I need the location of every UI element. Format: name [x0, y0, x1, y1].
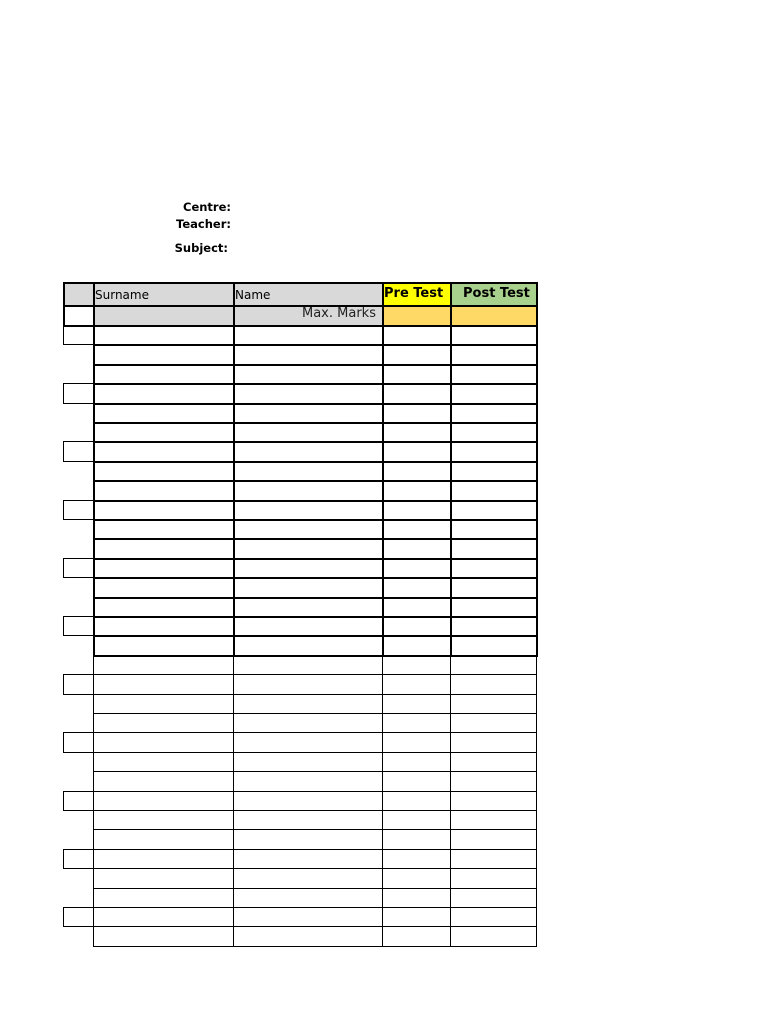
- pre-test-cell[interactable]: [382, 364, 452, 385]
- surname-cell[interactable]: [93, 713, 234, 733]
- pre-test-cell[interactable]: [382, 926, 451, 946]
- row-index-cell: [63, 441, 94, 461]
- row-index-cell: [63, 500, 94, 520]
- pre-test-cell[interactable]: [382, 829, 451, 849]
- surname-cell[interactable]: [93, 732, 234, 752]
- row-index-cell: [63, 558, 94, 578]
- surname-cell[interactable]: [93, 344, 235, 365]
- row-index-cell: [63, 791, 94, 811]
- surname-cell[interactable]: [93, 364, 235, 385]
- row-index-cell: [63, 383, 94, 403]
- surname-cell[interactable]: [93, 791, 234, 811]
- post-test-cell[interactable]: [450, 829, 537, 849]
- surname-cell[interactable]: [93, 383, 235, 404]
- post-test-cell[interactable]: [450, 616, 538, 637]
- surname-cell[interactable]: [93, 771, 234, 791]
- name-cell[interactable]: [233, 616, 384, 637]
- name-cell[interactable]: [233, 500, 384, 521]
- post-test-cell[interactable]: [450, 461, 538, 482]
- post-test-cell[interactable]: [450, 558, 538, 579]
- name-cell[interactable]: [233, 694, 383, 714]
- row-index-cell: [63, 907, 94, 927]
- name-cell[interactable]: [233, 791, 383, 811]
- surname-cell[interactable]: [93, 500, 235, 521]
- name-cell[interactable]: [233, 558, 384, 579]
- post-test-cell[interactable]: [450, 364, 538, 385]
- pre-test-cell[interactable]: [382, 422, 452, 443]
- name-cell[interactable]: [233, 538, 384, 559]
- max-marks-surname-cell: [93, 305, 235, 327]
- post-test-cell[interactable]: [450, 888, 537, 908]
- surname-cell[interactable]: [93, 422, 235, 443]
- surname-cell[interactable]: [93, 752, 234, 772]
- pre-test-cell[interactable]: [382, 888, 451, 908]
- pre-test-cell[interactable]: [382, 907, 451, 927]
- post-test-header: Post Test: [463, 286, 530, 301]
- surname-cell[interactable]: [93, 635, 235, 656]
- post-test-cell[interactable]: [450, 926, 537, 946]
- pre-test-cell[interactable]: [382, 868, 451, 888]
- name-cell[interactable]: [233, 907, 383, 927]
- pre-test-cell[interactable]: [382, 752, 451, 772]
- pre-test-cell[interactable]: [382, 674, 451, 694]
- name-cell[interactable]: [233, 810, 383, 830]
- surname-cell[interactable]: [93, 616, 235, 637]
- surname-cell[interactable]: [93, 829, 234, 849]
- max-marks-post-test-cell[interactable]: [450, 305, 538, 327]
- pre-test-cell[interactable]: [382, 694, 451, 714]
- name-cell[interactable]: [233, 713, 383, 733]
- pre-test-cell[interactable]: [382, 344, 452, 365]
- name-cell[interactable]: [233, 403, 384, 424]
- surname-cell[interactable]: [93, 674, 234, 694]
- name-cell[interactable]: [233, 364, 384, 385]
- post-test-cell[interactable]: [450, 674, 537, 694]
- post-test-cell[interactable]: [450, 752, 537, 772]
- post-test-cell[interactable]: [450, 422, 538, 443]
- pre-test-cell[interactable]: [382, 519, 452, 540]
- pre-test-cell[interactable]: [382, 635, 452, 656]
- surname-cell[interactable]: [93, 480, 235, 501]
- post-test-cell[interactable]: [450, 577, 538, 598]
- surname-cell[interactable]: [93, 538, 235, 559]
- name-cell[interactable]: [233, 480, 384, 501]
- name-cell[interactable]: [233, 597, 384, 618]
- surname-cell[interactable]: [93, 655, 234, 675]
- name-cell[interactable]: [233, 926, 383, 946]
- surname-cell[interactable]: [93, 519, 235, 540]
- surname-cell[interactable]: [93, 849, 234, 869]
- surname-header: Surname: [95, 288, 149, 302]
- surname-cell[interactable]: [93, 694, 234, 714]
- pre-test-cell[interactable]: [382, 655, 451, 675]
- surname-cell[interactable]: [93, 577, 235, 598]
- pre-test-cell[interactable]: [382, 325, 452, 346]
- post-test-cell[interactable]: [450, 325, 538, 346]
- post-test-cell[interactable]: [450, 868, 537, 888]
- pre-test-cell[interactable]: [382, 616, 452, 637]
- pre-test-cell[interactable]: [382, 383, 452, 404]
- post-test-cell[interactable]: [450, 655, 537, 675]
- row-index-cell: [63, 674, 94, 694]
- name-cell[interactable]: [233, 888, 383, 908]
- name-cell[interactable]: [233, 732, 383, 752]
- row-index-cell: [63, 325, 94, 345]
- post-test-cell[interactable]: [450, 907, 537, 927]
- surname-cell[interactable]: [93, 888, 234, 908]
- post-test-cell[interactable]: [450, 480, 538, 501]
- post-test-cell[interactable]: [450, 344, 538, 365]
- name-cell[interactable]: [233, 577, 384, 598]
- surname-cell[interactable]: [93, 403, 235, 424]
- surname-cell[interactable]: [93, 558, 235, 579]
- subject-label: Subject:: [174, 241, 228, 255]
- name-cell[interactable]: [233, 829, 383, 849]
- post-test-cell[interactable]: [450, 383, 538, 404]
- pre-test-cell[interactable]: [382, 577, 452, 598]
- surname-cell[interactable]: [93, 461, 235, 482]
- row-index-cell: [63, 732, 94, 752]
- centre-label: Centre:: [183, 200, 231, 214]
- name-cell[interactable]: [233, 344, 384, 365]
- pre-test-cell[interactable]: [382, 558, 452, 579]
- max-marks-index-cell: [63, 305, 95, 327]
- row-index-cell: [63, 849, 94, 869]
- post-test-cell[interactable]: [450, 538, 538, 559]
- post-test-cell[interactable]: [450, 441, 538, 462]
- pre-test-header: Pre Test: [384, 286, 444, 301]
- pre-test-cell[interactable]: [382, 461, 452, 482]
- pre-test-cell[interactable]: [382, 810, 451, 830]
- name-cell[interactable]: [233, 849, 383, 869]
- pre-test-cell[interactable]: [382, 597, 452, 618]
- post-test-cell[interactable]: [450, 635, 538, 656]
- pre-test-cell[interactable]: [382, 771, 451, 791]
- surname-cell[interactable]: [93, 325, 235, 346]
- post-test-cell[interactable]: [450, 771, 537, 791]
- surname-cell[interactable]: [93, 810, 234, 830]
- name-cell[interactable]: [233, 771, 383, 791]
- post-test-cell[interactable]: [450, 810, 537, 830]
- surname-cell[interactable]: [93, 597, 235, 618]
- post-test-cell[interactable]: [450, 519, 538, 540]
- name-cell[interactable]: [233, 441, 384, 462]
- post-test-cell[interactable]: [450, 732, 537, 752]
- post-test-cell[interactable]: [450, 403, 538, 424]
- name-header: Name: [235, 288, 271, 302]
- pre-test-cell[interactable]: [382, 480, 452, 501]
- surname-cell[interactable]: [93, 868, 234, 888]
- pre-test-cell[interactable]: [382, 441, 452, 462]
- teacher-label: Teacher:: [176, 217, 231, 231]
- name-cell[interactable]: [233, 635, 384, 656]
- max-marks-pre-test-cell[interactable]: [382, 305, 452, 327]
- pre-test-cell[interactable]: [382, 538, 452, 559]
- post-test-cell[interactable]: [450, 849, 537, 869]
- post-test-cell[interactable]: [450, 713, 537, 733]
- post-test-cell[interactable]: [450, 694, 537, 714]
- pre-test-cell[interactable]: [382, 791, 451, 811]
- post-test-cell[interactable]: [450, 791, 537, 811]
- name-cell[interactable]: [233, 752, 383, 772]
- post-test-cell[interactable]: [450, 500, 538, 521]
- pre-test-cell[interactable]: [382, 403, 452, 424]
- pre-test-cell[interactable]: [382, 849, 451, 869]
- max-marks-label: Max. Marks: [302, 306, 376, 321]
- name-cell[interactable]: [233, 868, 383, 888]
- name-cell[interactable]: [233, 422, 384, 443]
- surname-cell[interactable]: [93, 907, 234, 927]
- name-cell[interactable]: [233, 461, 384, 482]
- name-cell[interactable]: [233, 674, 383, 694]
- surname-cell[interactable]: [93, 441, 235, 462]
- row-number-header-cell: [63, 282, 95, 307]
- post-test-cell[interactable]: [450, 597, 538, 618]
- pre-test-cell[interactable]: [382, 732, 451, 752]
- surname-cell[interactable]: [93, 926, 234, 946]
- name-cell[interactable]: [233, 383, 384, 404]
- pre-test-cell[interactable]: [382, 500, 452, 521]
- pre-test-cell[interactable]: [382, 713, 451, 733]
- row-index-cell: [63, 616, 94, 636]
- name-cell[interactable]: [233, 325, 384, 346]
- name-cell[interactable]: [233, 519, 384, 540]
- name-cell[interactable]: [233, 655, 383, 675]
